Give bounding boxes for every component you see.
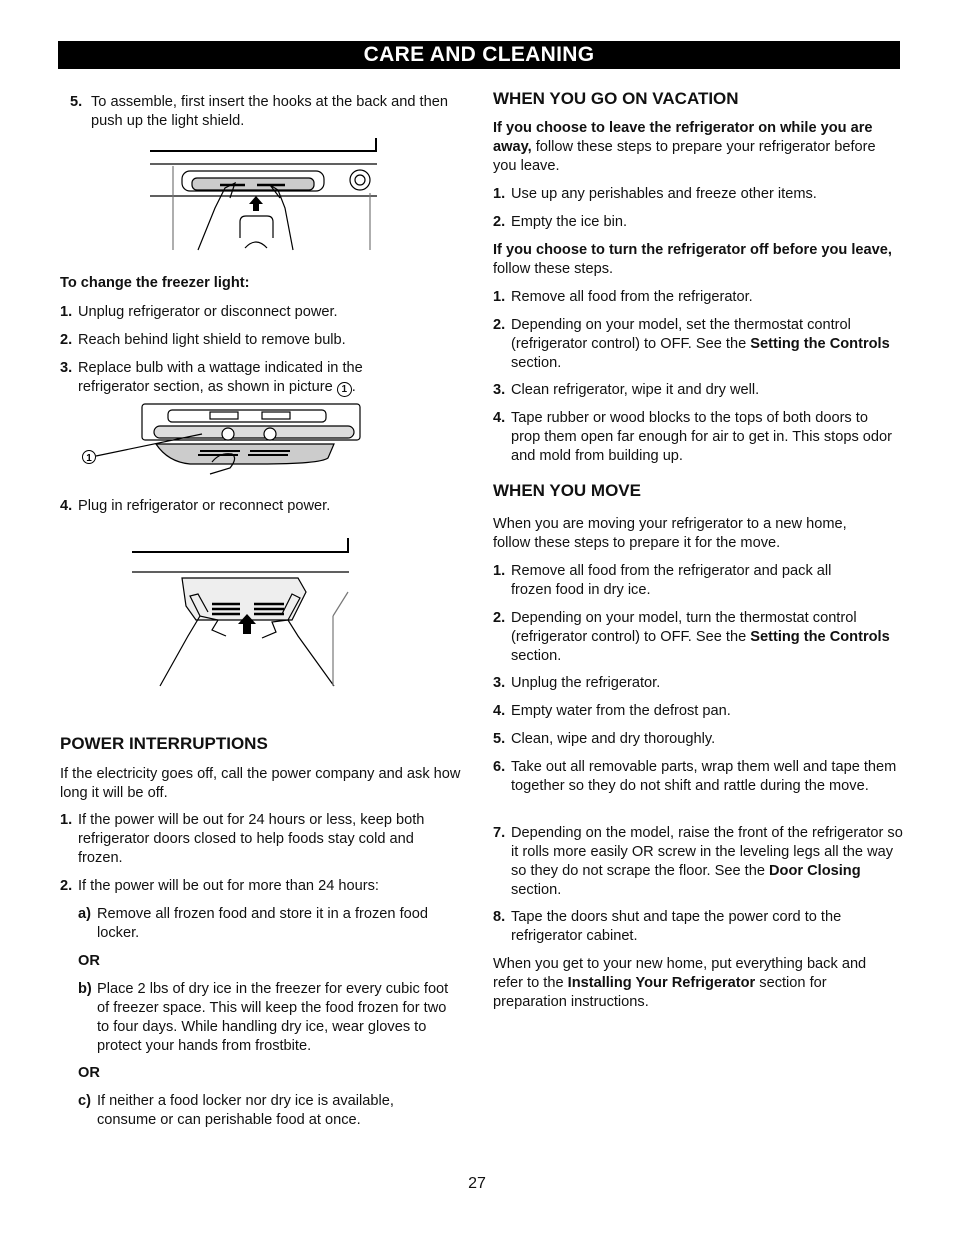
- move-outro: When you get to your new home, put everything back and refer to the Installing Your Refrigerator section for preparation instructions.: [493, 956, 867, 1010]
- vacation-off-step-1: 1. Remove all food from the refrigerator.: [493, 289, 753, 305]
- page-number: 27: [468, 1175, 486, 1192]
- move-step-1: 1. Remove all food from the refrigerator and pack all frozen food in dry ice.: [493, 563, 832, 598]
- freezer-step-1: 1. Unplug refrigerator or disconnect power.: [60, 304, 338, 320]
- power-interruptions-heading: POWER INTERRUPTIONS: [60, 734, 268, 753]
- shield-push-illustration: [128, 536, 353, 688]
- vacation-off-step-3: 3. Clean refrigerator, wipe it and dry well.: [493, 382, 760, 398]
- move-step-5: 5. Clean, wipe and dry thoroughly.: [493, 731, 716, 747]
- freezer-step-4: 4. Plug in refrigerator or reconnect power.: [60, 498, 331, 514]
- vacation-off-intro: If you choose to turn the refrigerator off before you leave, follow these steps.: [493, 242, 892, 277]
- vacation-on-step-1: 1. Use up any perishables and freeze other items.: [493, 186, 817, 202]
- power-option-b: b) Place 2 lbs of dry ice in the freezer for every cubic foot of freezer space. This will keep the food frozen for two to four days. While handling dry ice, wear gloves to protect your hands from frostbite.: [78, 981, 449, 1054]
- or-label: OR: [78, 953, 100, 969]
- move-step-4: 4. Empty water from the defrost pan.: [493, 703, 731, 719]
- freezer-light-heading: To change the freezer light:: [60, 275, 250, 291]
- freezer-step-2: 2. Reach behind light shield to remove bulb.: [60, 332, 346, 348]
- move-step-2: 2. Depending on your model, turn the thermostat control (refrigerator control) to OFF. See the Setting the Controls section.: [493, 610, 890, 664]
- callout-circle-icon: 1: [337, 382, 352, 397]
- vacation-off-step-4: 4. Tape rubber or wood blocks to the tops of both doors to prop them open far enough for air to get in. This stops odor and mold from building up.: [493, 410, 893, 464]
- vacation-off-step-2: 2. Depending on your model, set the thermostat control (refrigerator control) to OFF. See the Setting the Controls section.: [493, 317, 890, 371]
- callout-label: 1: [86, 453, 92, 464]
- move-step-3: 3. Unplug the refrigerator.: [493, 675, 661, 691]
- vacation-heading: WHEN YOU GO ON VACATION: [493, 89, 739, 108]
- vacation-on-step-2: 2. Empty the ice bin.: [493, 214, 627, 230]
- step-number: 5.: [70, 94, 83, 110]
- power-option-a: a) Remove all frozen food and store it in a frozen food locker.: [78, 906, 428, 941]
- bulb-replacement-illustration: [80, 402, 370, 482]
- section-title: CARE AND CLEANING: [58, 41, 900, 69]
- move-step-6: 6. Take out all removable parts, wrap them well and tape them together so they do not shift and rattle during the move.: [493, 759, 897, 794]
- light-shield-assembly-illustration: [145, 138, 385, 250]
- or-label: OR: [78, 1065, 100, 1081]
- move-step-7: 7. Depending on the model, raise the front of the refrigerator so it rolls more easily OR screw in the leveling legs all the way so they do not scrape the floor. See the Door Closing section.: [493, 825, 903, 898]
- freezer-step-3: 3. Replace bulb with a wattage indicated in the refrigerator section, as shown in picture 1 .: [60, 360, 363, 395]
- step-text: To assemble, first insert the hooks at the back and then push up the light shield.: [91, 94, 448, 129]
- power-option-c: c) If neither a food locker nor dry ice is available, consume or can perishable food at once.: [78, 1093, 394, 1128]
- power-step-2: 2. If the power will be out for more than 24 hours:: [60, 878, 379, 894]
- power-intro: If the electricity goes off, call the power company and ask how long it will be off.: [60, 766, 461, 801]
- vacation-on-intro: If you choose to leave the refrigerator on while you are away, follow these steps to prepare your refrigerator before you leave.: [493, 120, 876, 174]
- assemble-step: [70, 93, 450, 131]
- move-intro: When you are moving your refrigerator to a new home, follow these steps to prepare it for the move.: [493, 516, 847, 551]
- power-step-1: 1. If the power will be out for 24 hours or less, keep both refrigerator doors closed to help foods stay cold and frozen.: [60, 812, 425, 866]
- move-heading: WHEN YOU MOVE: [493, 481, 641, 500]
- move-step-8: 8. Tape the doors shut and tape the power cord to the refrigerator cabinet.: [493, 909, 842, 944]
